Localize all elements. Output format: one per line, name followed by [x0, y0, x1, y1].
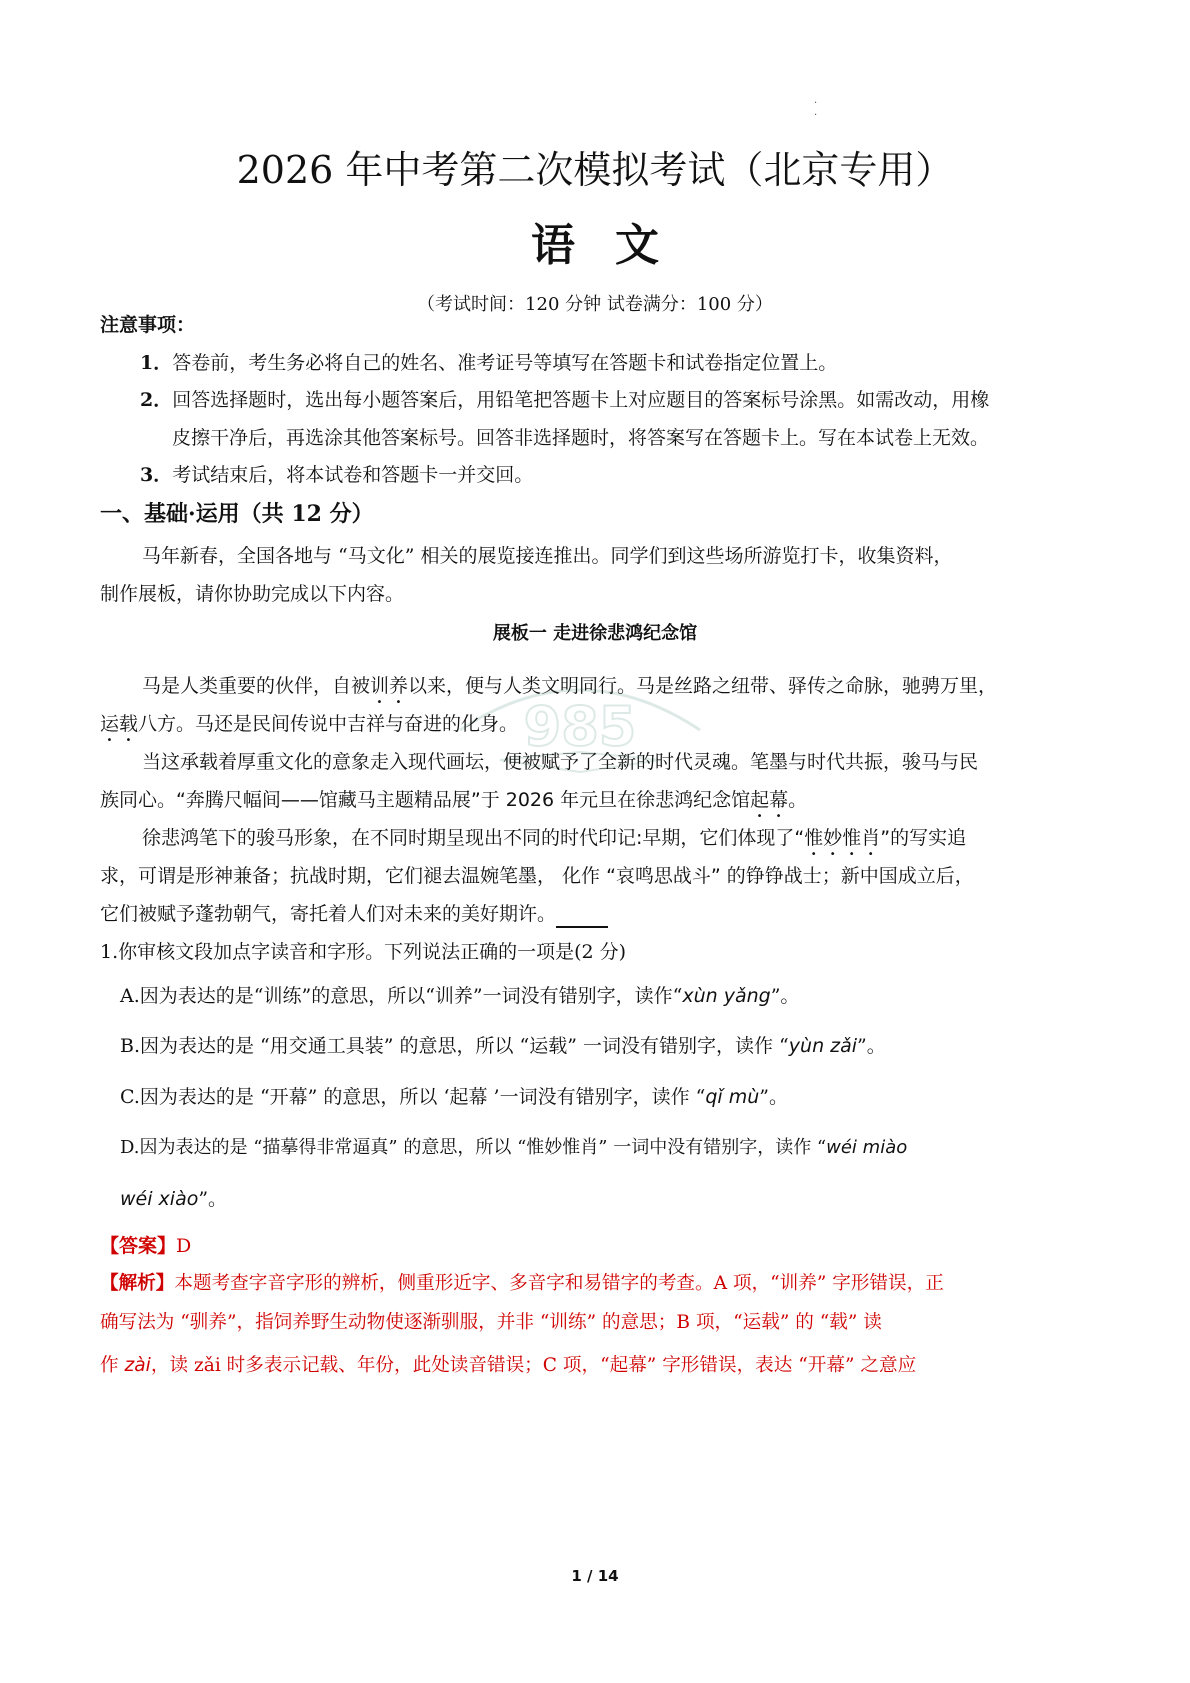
question1-option-a[interactable]: A.因为表达的是“训练”的意思，所以“训养”一词没有错别字，读作“xùn yǎng”。 [120, 985, 800, 1007]
answer-blank[interactable] [556, 906, 608, 928]
note-item-2-cont: 皮擦干净后，再选涂其他答案标号。回答非选择题时，将答案写在答题卡上。写在本试卷上无效。 [172, 427, 990, 449]
question1-stem: 1.你审核文段加点字读音和字形。下列说法正确的一项是(2 分) [100, 941, 627, 963]
answer-label: 【答案】 [100, 1235, 177, 1257]
question1-option-d[interactable]: D.因为表达的是 “描摹得非常逼真” 的意思，所以 “惟妙惟肖” 一词中没有错别字，读作 “wéi miào [120, 1137, 908, 1158]
analysis-line-3: 作 zài，读 zǎi 时多表示记载、年份，此处读音错误；C 项，“起幕” 字形错误，表达 “开幕” 之意应 [100, 1355, 917, 1376]
analysis-line-1: 【解析】本题考查字音字形的辨析，侧重形近字、多音字和易错字的考查。A 项，“训养” 字形错误，正 [100, 1273, 944, 1294]
question1-option-c[interactable]: C.因为表达的是 “开幕” 的意思，所以 ‘起幕 ’一词没有错别字，读作 “qǐ mù”。 [120, 1086, 788, 1108]
dotted-word-qimu: 起幕 [750, 789, 789, 811]
section1-intro-2: 制作展板，请你协助完成以下内容。 [100, 583, 405, 605]
passage-p1-line2: 运载八方。马还是民间传说中吉祥与奋进的化身。 [100, 713, 519, 735]
watermark-number: 985 [523, 695, 637, 758]
exam-info: （考试时间：120 分钟 试卷满分：100 分） [417, 294, 773, 315]
note-item-2: 2．回答选择题时，选出每小题答案后，用铅笔把答题卡上对应题目的答案标号涂黑。如需改动，用橡 [140, 389, 990, 411]
answer-line [100, 1232, 191, 1260]
passage-p3-line1: 徐悲鸿笔下的骏马形象，在不同时期呈现出不同的时代印记:早期，它们体现了“惟妙惟肖”的写实追 [142, 827, 967, 849]
passage-p2-line2: 族同心。“奔腾尺幅间——馆藏马主题精品展”于 2026 年元旦在徐悲鸿纪念馆起幕。 [100, 789, 808, 811]
note-item-1: 1．答卷前，考生务必将自己的姓名、准考证号等填写在答题卡和试卷指定位置上。 [140, 352, 838, 374]
question1-option-d-cont: wéi xiào”。 [120, 1188, 228, 1210]
section1-heading: 一、基础·运用（共 12 分） [100, 501, 374, 527]
notes-heading: 注意事项： [100, 314, 196, 336]
page-number: 1 / 14 [571, 1567, 619, 1585]
dotted-word-yunzai: 运载 [100, 713, 139, 735]
board-title: 展板一 走进徐悲鸿纪念馆 [492, 623, 698, 644]
question1-option-b[interactable]: B.因为表达的是 “用交通工具装” 的意思，所以 “运载” 一词没有错别字，读作 “yùn zǎi”。 [120, 1035, 886, 1057]
note-item-3: 3．考试结束后，将本试卷和答题卡一并交回。 [140, 464, 534, 486]
answer-value: D [176, 1235, 192, 1257]
dotted-word-xunyang: 训养 [370, 675, 409, 697]
dotted-word-weimiao: 惟妙惟肖 [804, 827, 881, 849]
section1-intro-1: 马年新春，全国各地与 “马文化” 相关的展览接连推出。同学们到这些场所游览打卡，收集资料， [142, 545, 953, 567]
passage-p1-line1: 马是人类重要的伙伴，自被训养以来，便与人类文明同行。马是丝路之纽带、驿传之命脉，驰骋万里， [142, 675, 998, 697]
corner-dots: · · [814, 98, 818, 121]
passage-p3-line3: 它们被赋予蓬勃朝气，寄托着人们对未来的美好期许。 [100, 900, 608, 928]
analysis-label: 【解析】 [100, 1273, 175, 1294]
analysis-line-2: 确写法为 “驯养”，指饲养野生动物使逐渐驯服，并非 “训练” 的意思；B 项，“运载” 的 “载” 读 [100, 1312, 882, 1333]
subject-title: 语文 [531, 220, 699, 271]
passage-p3-line2: 求，可谓是形神兼备；抗战时期，它们褪去温婉笔墨， 化作 “哀鸣思战斗” 的铮铮战士；新中国成立后， [100, 865, 974, 887]
exam-title: 2026 年中考第二次模拟考试（北京专用） [236, 148, 954, 192]
passage-p2-line1: 当这承载着厚重文化的意象走入现代画坛，便被赋予了全新的时代灵魂。笔墨与时代共振，骏马与民 [142, 751, 979, 773]
